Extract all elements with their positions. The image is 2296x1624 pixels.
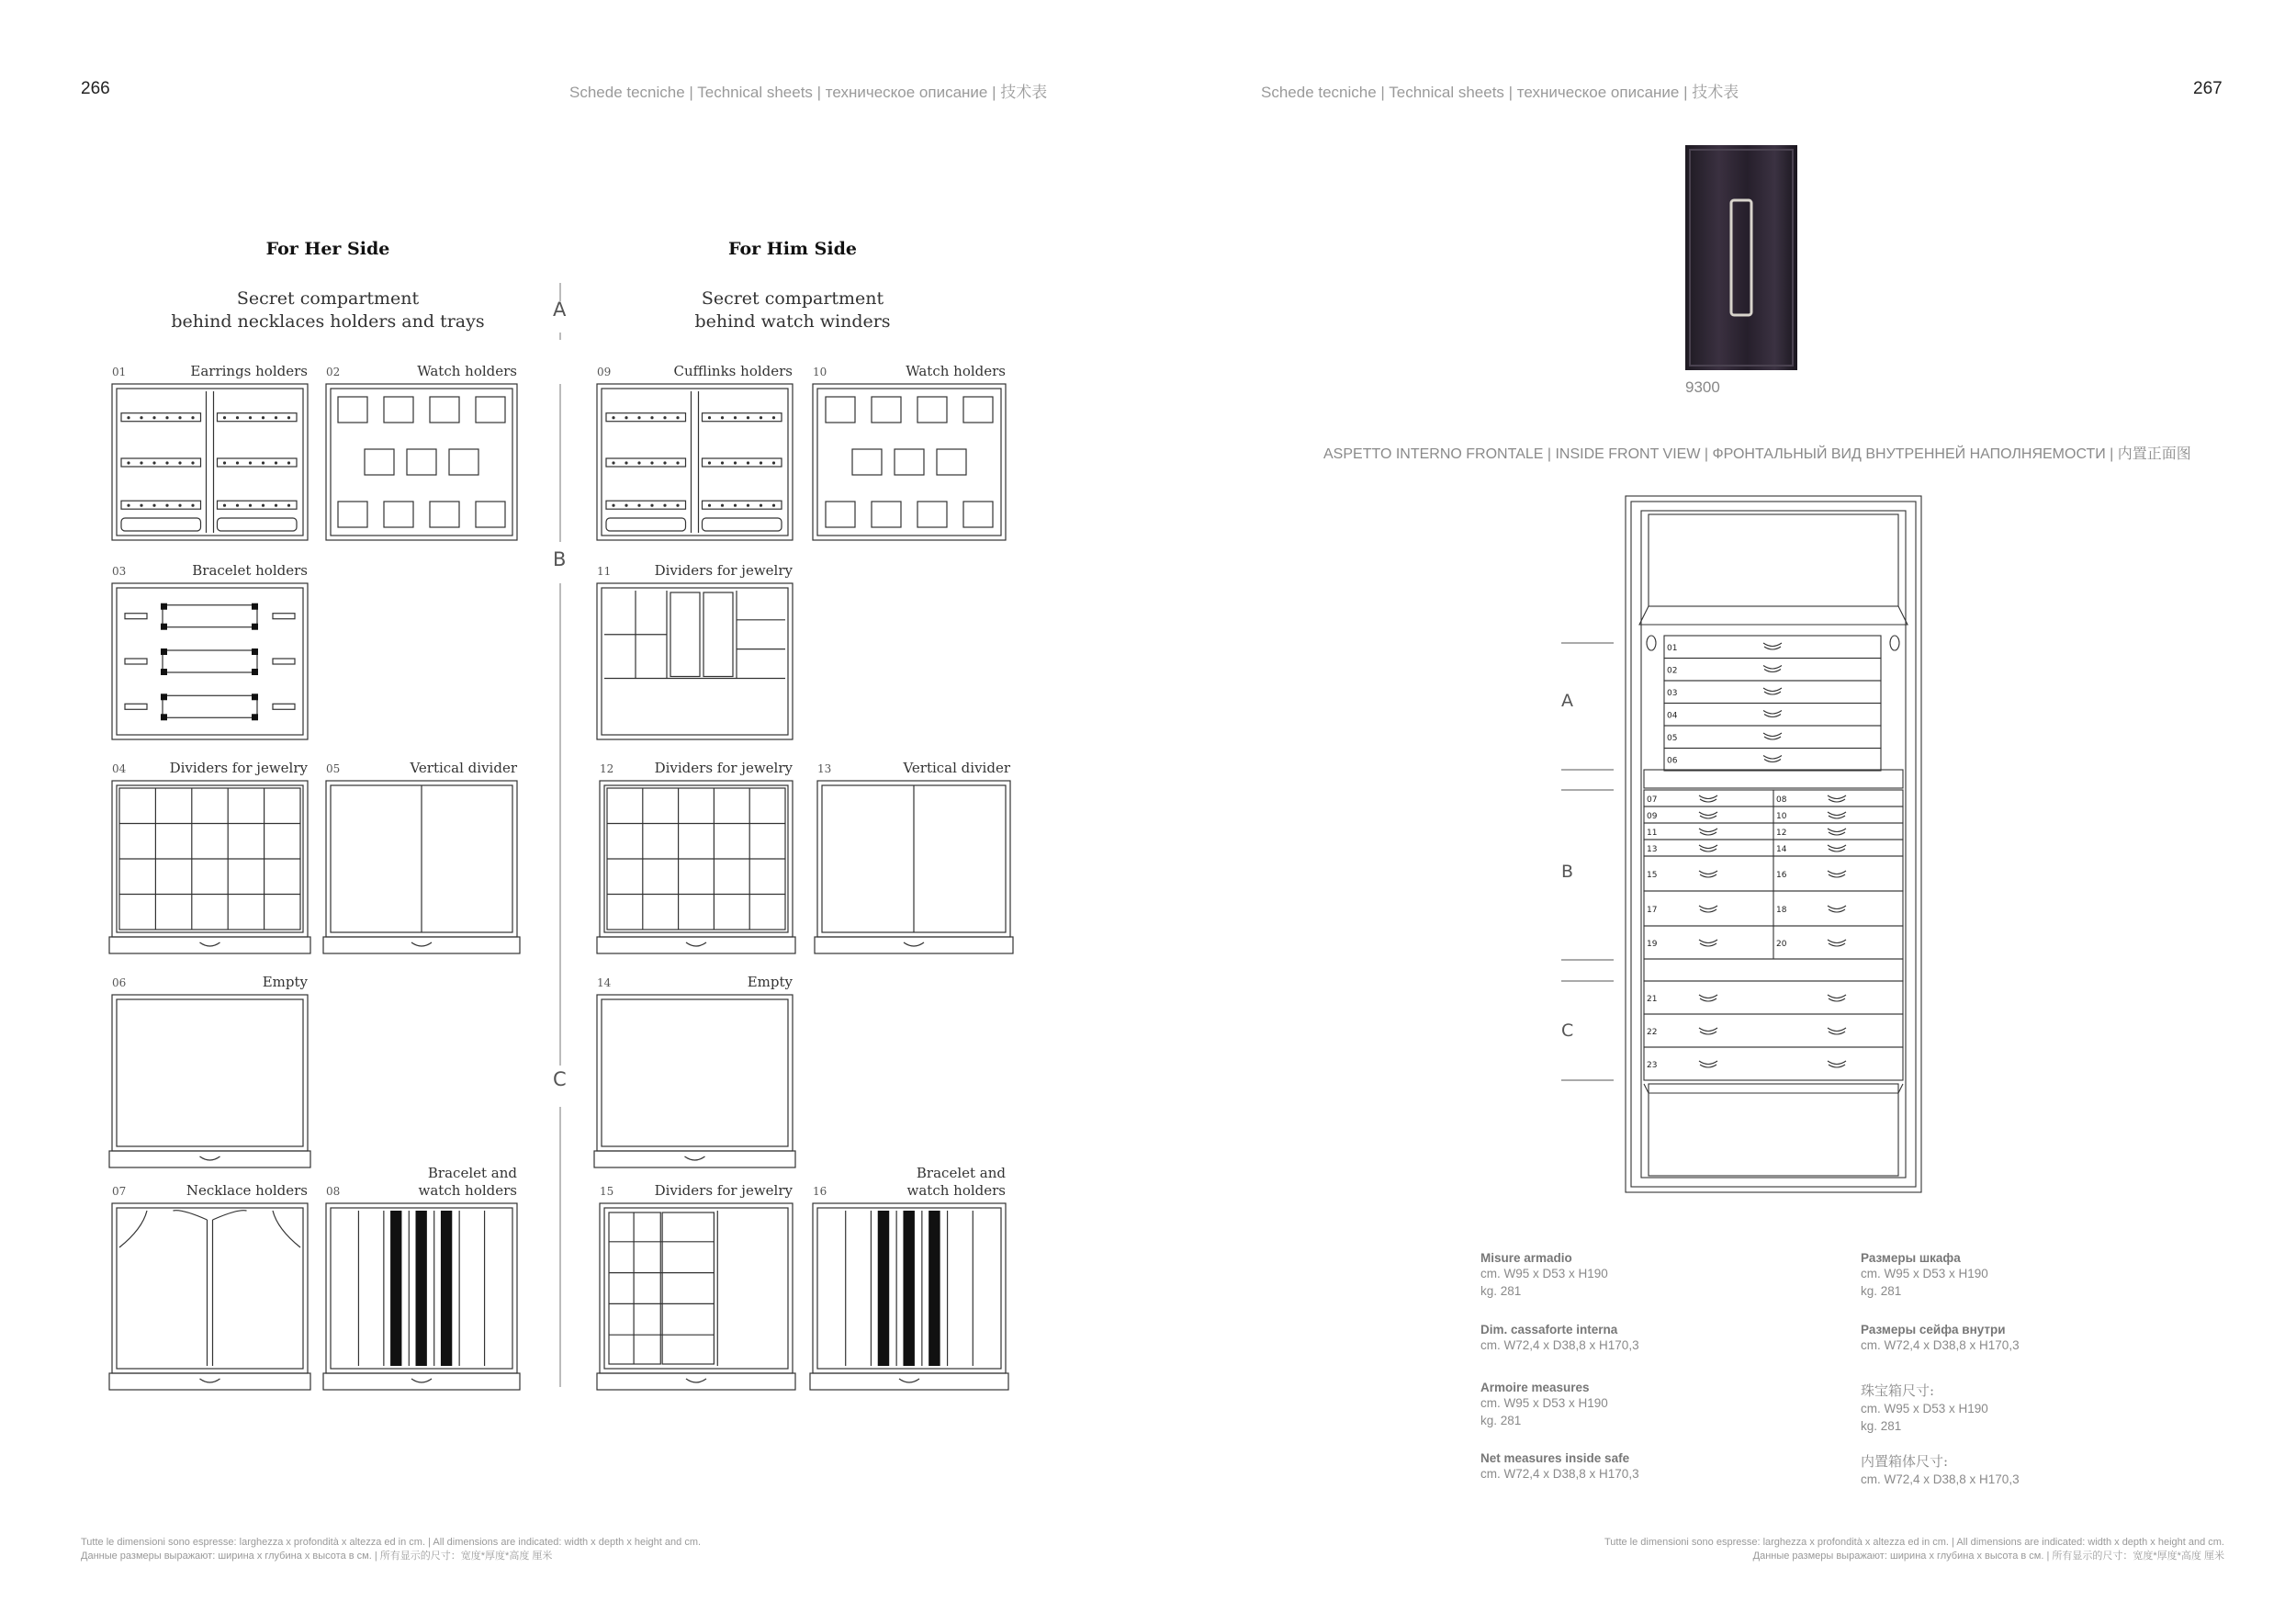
page-number-left: 266 (81, 79, 110, 98)
tray-02-label: Watch holders (417, 363, 517, 379)
right-spec-0 (1861, 1251, 1988, 1300)
drawer-19-number: 19 (1647, 940, 1658, 949)
drawer-14-number: 14 (1776, 845, 1787, 854)
right-spec-1-line-0: cm. W72,4 x D38,8 x H170,3 (1861, 1338, 2020, 1352)
footnote-left-line-2: Данные размеры выражают: ширина х глубина х высота в см. | 所有显示的尺寸：宽度*厚度*高度 厘米 (81, 1551, 553, 1562)
tray-04-number: 04 (112, 762, 127, 775)
cabinet-drawers-b (1644, 770, 1903, 981)
right-spec-3 (1861, 1451, 2020, 1488)
drawer-16-number: 16 (1776, 871, 1787, 880)
him-side-title: For Him Side (728, 239, 857, 259)
left-spec-2-line-0: cm. W95 x D53 x H190 (1480, 1396, 1608, 1410)
tray-03-number: 03 (112, 565, 127, 578)
left-spec-1-line-0: cm. W72,4 x D38,8 x H170,3 (1480, 1338, 1639, 1352)
tray-08-number: 08 (326, 1185, 341, 1198)
him-secret-line-1: Secret compartment (701, 288, 884, 309)
tray-13-number: 13 (817, 762, 832, 775)
right-spec-2-line-1: kg. 281 (1861, 1419, 1902, 1433)
drawer-12-number: 12 (1776, 829, 1787, 838)
tray-16-label: Bracelet and watch holders (906, 1165, 1006, 1199)
left-spec-1 (1480, 1323, 1639, 1354)
left-spec-0-title: Misure armadio (1480, 1251, 1572, 1265)
drawer-01-number: 01 (1667, 644, 1678, 653)
cabinet-section-c: C (1561, 1021, 1574, 1041)
tray-02-number: 02 (326, 366, 341, 378)
section-letter-c: C (553, 1068, 567, 1090)
right-spec-0-line-0: cm. W95 x D53 x H190 (1861, 1267, 1988, 1280)
drawer-23-number: 23 (1647, 1061, 1658, 1070)
cabinet-drawers-c (1644, 981, 1903, 1080)
right-spec-2 (1861, 1381, 1988, 1435)
left-spec-0 (1480, 1251, 1608, 1300)
her-secret-line-2: behind necklaces holders and trays (171, 311, 485, 332)
drawer-09-number: 09 (1647, 812, 1658, 821)
tray-08-label: Bracelet and watch holders (418, 1165, 517, 1199)
drawer-06-number: 06 (1667, 756, 1678, 766)
drawer-10-number: 10 (1776, 812, 1787, 821)
left-spec-3 (1480, 1451, 1639, 1483)
drawer-17-number: 17 (1647, 906, 1658, 915)
drawer-07-number: 07 (1647, 795, 1658, 805)
cabinet-section-a: A (1561, 691, 1573, 711)
tray-09-number: 09 (597, 366, 612, 378)
footnote-right (1510, 1536, 2224, 1563)
drawer-18-number: 18 (1776, 906, 1787, 915)
tray-13-label: Vertical divider (903, 760, 1010, 776)
product-code: 9300 (1685, 378, 1720, 396)
right-spec-2-title: 珠宝箱尺寸: (1861, 1382, 1935, 1399)
tray-12-number: 12 (600, 762, 614, 775)
tray-09-label: Cufflinks holders (673, 363, 793, 379)
tray-05-label: Vertical divider (410, 760, 517, 776)
tray-04-label: Dividers for jewelry (169, 760, 308, 776)
right-spec-3-title: 内置箱体尺寸: (1861, 1453, 1949, 1470)
running-head-left: Schede tecniche | Technical sheets | техническое описание | 技术表 (569, 84, 1048, 101)
drawer-15-number: 15 (1647, 871, 1658, 880)
right-spec-0-line-1: kg. 281 (1861, 1284, 1902, 1298)
running-head-right: Schede tecniche | Technical sheets | техническое описание | 技术表 (1261, 84, 1739, 101)
drawer-11-number: 11 (1647, 829, 1658, 838)
left-spec-0-line-0: cm. W95 x D53 x H190 (1480, 1267, 1608, 1280)
footnote-right-line-2: Данные размеры выражают: ширина х глубина х высота в см. | 所有显示的尺寸：宽度*厚度*高度 厘米 (1752, 1551, 2224, 1562)
drawer-20-number: 20 (1776, 940, 1787, 949)
left-spec-2-title: Armoire measures (1480, 1381, 1590, 1394)
drawer-04-number: 04 (1667, 711, 1678, 721)
right-spec-0-title: Размеры шкафа (1861, 1251, 1961, 1265)
cabinet-drawers-a (1664, 636, 1881, 771)
tray-14-label: Empty (747, 974, 793, 990)
section-letter-b: B (553, 548, 567, 570)
drawer-13-number: 13 (1647, 845, 1658, 854)
tray-15-number: 15 (600, 1185, 614, 1198)
cabinet-section-b: B (1561, 862, 1574, 882)
section-letter-a: A (553, 299, 567, 321)
drawer-02-number: 02 (1667, 666, 1678, 676)
cabinet-outline (1561, 496, 1921, 1192)
tray-06-label: Empty (262, 974, 308, 990)
tray-10-label: Watch holders (906, 363, 1006, 379)
tray-11-number: 11 (597, 565, 612, 578)
drawer-22-number: 22 (1647, 1028, 1658, 1037)
tray-14-number: 14 (597, 976, 612, 989)
tray-01-number: 01 (112, 366, 127, 378)
him-secret-line-2: behind watch winders (694, 311, 891, 332)
her-side-title: For Her Side (265, 239, 390, 259)
right-spec-1-title: Размеры сейфа внутри (1861, 1323, 2006, 1336)
right-spec-2-line-0: cm. W95 x D53 x H190 (1861, 1402, 1988, 1415)
tray-11-label: Dividers for jewelry (654, 562, 793, 579)
page-number-right: 267 (2193, 79, 2223, 98)
tray-01-label: Earrings holders (190, 363, 308, 379)
footnote-left-line-1: Tutte le dimensioni sono espresse: larghezza x profondità x altezza ed in cm. | All dimensions are indicated: width x depth x height and cm. (81, 1537, 702, 1548)
her-secret-line-1: Secret compartment (236, 288, 420, 309)
left-spec-0-line-1: kg. 281 (1480, 1284, 1522, 1298)
right-spec-1 (1861, 1323, 2020, 1354)
tray-05-number: 05 (326, 762, 341, 775)
drawer-05-number: 05 (1667, 734, 1678, 743)
footnote-right-line-1: Tutte le dimensioni sono espresse: larghezza x profondità x altezza ed in cm. | All dimensions are indicated: width x depth x height and cm. (1604, 1537, 2224, 1548)
tray-07-number: 07 (112, 1185, 127, 1198)
tray-15-label: Dividers for jewelry (654, 1182, 793, 1199)
left-spec-3-line-0: cm. W72,4 x D38,8 x H170,3 (1480, 1467, 1639, 1481)
tray-12-label: Dividers for jewelry (654, 760, 793, 776)
drawer-21-number: 21 (1647, 995, 1658, 1004)
left-spec-2-line-1: kg. 281 (1480, 1414, 1522, 1427)
inside-front-view-title: ASPETTO INTERNO FRONTALE | INSIDE FRONT VIEW | ФРОНТАЛЬНЫЙ ВИД ВНУТРЕННЕЙ НАПОЛНЯЕМОСТИ | 内置正面图 (1323, 446, 2191, 462)
left-spec-1-title: Dim. cassaforte interna (1480, 1323, 1618, 1336)
tray-07-label: Necklace holders (186, 1182, 308, 1199)
drawer-08-number: 08 (1776, 795, 1787, 805)
drawer-03-number: 03 (1667, 689, 1678, 698)
tray-06-number: 06 (112, 976, 127, 989)
right-spec-3-line-0: cm. W72,4 x D38,8 x H170,3 (1861, 1472, 2020, 1486)
tray-03-label: Bracelet holders (192, 562, 308, 579)
left-spec-3-title: Net measures inside safe (1480, 1451, 1630, 1465)
tray-10-number: 10 (813, 366, 827, 378)
tray-16-number: 16 (813, 1185, 827, 1198)
left-spec-2 (1480, 1381, 1608, 1429)
